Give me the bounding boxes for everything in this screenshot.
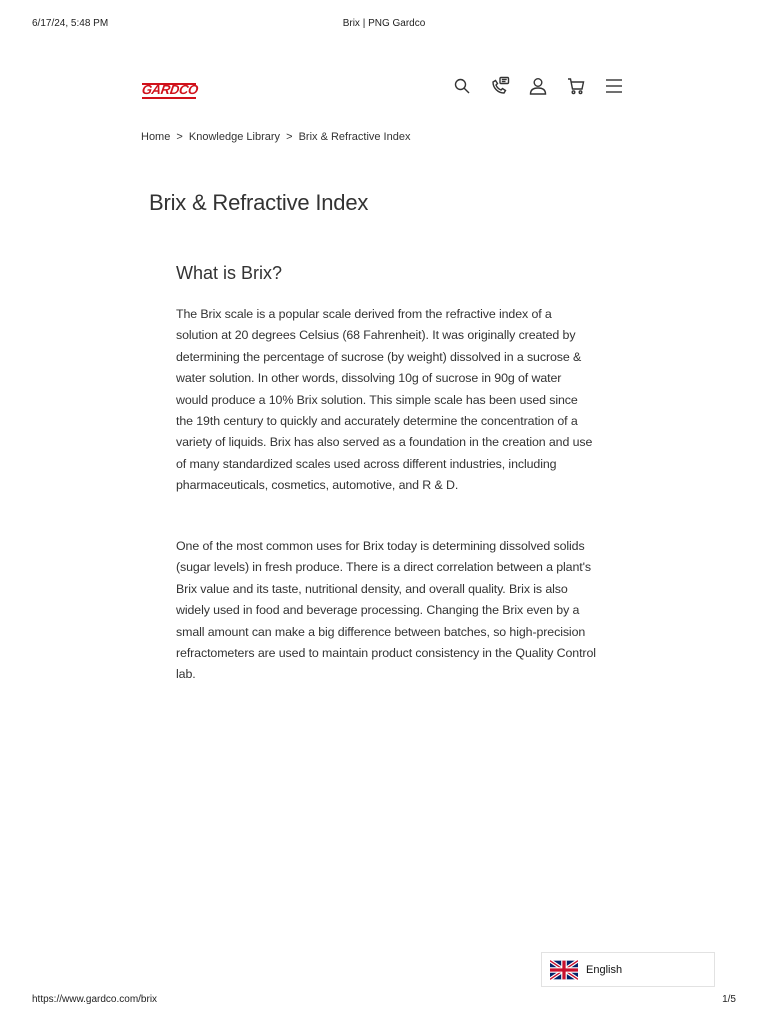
- uk-flag-icon: [550, 960, 578, 980]
- body-paragraph: One of the most common uses for Brix today is determining dissolved solids (sugar levels) in fresh produce. There is a direct correlation between a plant's Brix value and its taste, nutritional density, and overall quality. Brix is also widely used in food and beverage processing. Changing the Brix even by a small amount can make a big difference between batches, so high-precision refractometers are used to maintain product consistency in the Quality Control lab.: [176, 539, 596, 682]
- section-title: What is Brix?: [176, 263, 283, 283]
- breadcrumb: [141, 131, 410, 143]
- logo-text: GARDCO: [140, 82, 200, 97]
- breadcrumb-separator: >: [286, 131, 293, 143]
- print-title: Brix | PNG Gardco: [342, 18, 426, 29]
- cart-icon[interactable]: [566, 76, 586, 96]
- breadcrumb-home[interactable]: Home: [141, 131, 171, 143]
- menu-icon[interactable]: [604, 76, 624, 96]
- body-paragraph: The Brix scale is a popular scale derived from the refractive index of a solution at 20 degrees Celsius (68 Fahrenheit). It was originally created by determining the percentage of sucrose (by weight) dissolved in a sucrose & water solution. In other words, dissolving 10g of sucrose in 90g of water would produce a 10% Brix solution. This simple scale has been used since the 19th century to quickly and accurately determine the concentration of a variety of liquids. Brix has also served as a foundation in the creation and use of many standardized scales used across different industries, including pharmaceuticals, cosmetics, automotive, and R & D.: [176, 307, 593, 493]
- breadcrumb-separator: >: [176, 131, 183, 143]
- account-icon[interactable]: [528, 76, 548, 96]
- logo-line-bottom: [142, 97, 196, 99]
- language-selector[interactable]: [541, 952, 715, 987]
- breadcrumb-knowledge-library[interactable]: Knowledge Library: [188, 131, 281, 143]
- site-header: [140, 74, 630, 104]
- header-icons: [452, 76, 624, 96]
- phone-chat-icon[interactable]: [490, 76, 510, 96]
- print-page-number: 1/5: [722, 994, 736, 1005]
- print-date: 6/17/24, 5:48 PM: [32, 18, 109, 29]
- print-url: https://www.gardco.com/brix: [32, 994, 158, 1005]
- gardco-logo[interactable]: [142, 79, 198, 101]
- page-title: Brix & Refractive Index: [149, 190, 369, 215]
- breadcrumb-current: Brix & Refractive Index: [298, 131, 411, 143]
- search-icon[interactable]: [452, 76, 472, 96]
- language-label: English: [586, 963, 623, 976]
